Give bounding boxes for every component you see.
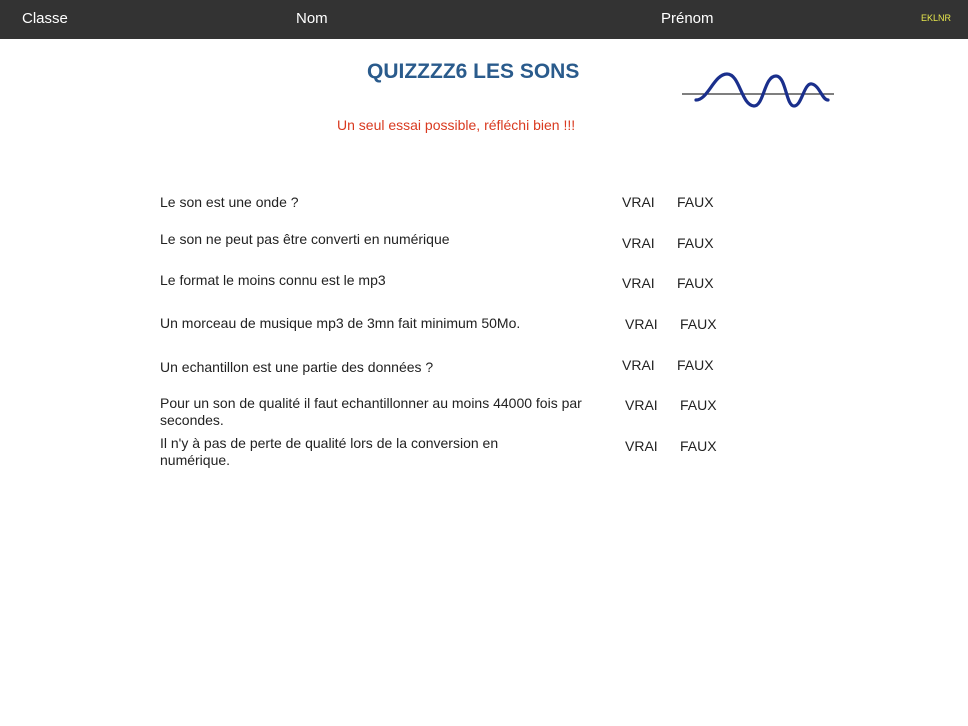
classe-field[interactable]: Classe: [22, 10, 68, 27]
question-3: Le format le moins connu est le mp3: [160, 272, 386, 288]
q6-faux-button[interactable]: FAUX: [680, 397, 717, 413]
q6-vrai-button[interactable]: VRAI: [625, 397, 658, 413]
q4-faux-button[interactable]: FAUX: [680, 316, 717, 332]
wave-curve: [696, 74, 828, 106]
header-bar: [0, 0, 968, 39]
q7-faux-button[interactable]: FAUX: [680, 438, 717, 454]
q3-vrai-button[interactable]: VRAI: [622, 275, 655, 291]
question-5: Un echantillon est une partie des données ?: [160, 359, 434, 375]
question-1: Le son est une onde ?: [160, 194, 299, 210]
question-2: Le son ne peut pas être converti en numérique: [160, 231, 450, 247]
q2-vrai-button[interactable]: VRAI: [622, 235, 655, 251]
brand-label: EKLNR: [921, 13, 952, 23]
quiz-subtitle: Un seul essai possible, réfléchi bien !!!: [337, 117, 576, 133]
quiz-title: QUIZZZZ6 LES SONS: [367, 60, 580, 83]
nom-field[interactable]: Nom: [296, 10, 328, 27]
q5-vrai-button[interactable]: VRAI: [622, 357, 655, 373]
question-7: Il n'y à pas de perte de qualité lors de la conversion en numérique.: [160, 435, 499, 468]
q1-faux-button[interactable]: FAUX: [677, 194, 714, 210]
q3-faux-button[interactable]: FAUX: [677, 275, 714, 291]
q7-vrai-button[interactable]: VRAI: [625, 438, 658, 454]
q1-vrai-button[interactable]: VRAI: [622, 194, 655, 210]
prenom-field[interactable]: Prénom: [661, 10, 714, 27]
sound-wave-icon: [680, 68, 836, 114]
question-6: Pour un son de qualité il faut echantillonner au moins 44000 fois par secondes.: [160, 395, 582, 428]
q5-faux-button[interactable]: FAUX: [677, 357, 714, 373]
q2-faux-button[interactable]: FAUX: [677, 235, 714, 251]
q4-vrai-button[interactable]: VRAI: [625, 316, 658, 332]
question-4: Un morceau de musique mp3 de 3mn fait minimum 50Mo.: [160, 315, 521, 331]
